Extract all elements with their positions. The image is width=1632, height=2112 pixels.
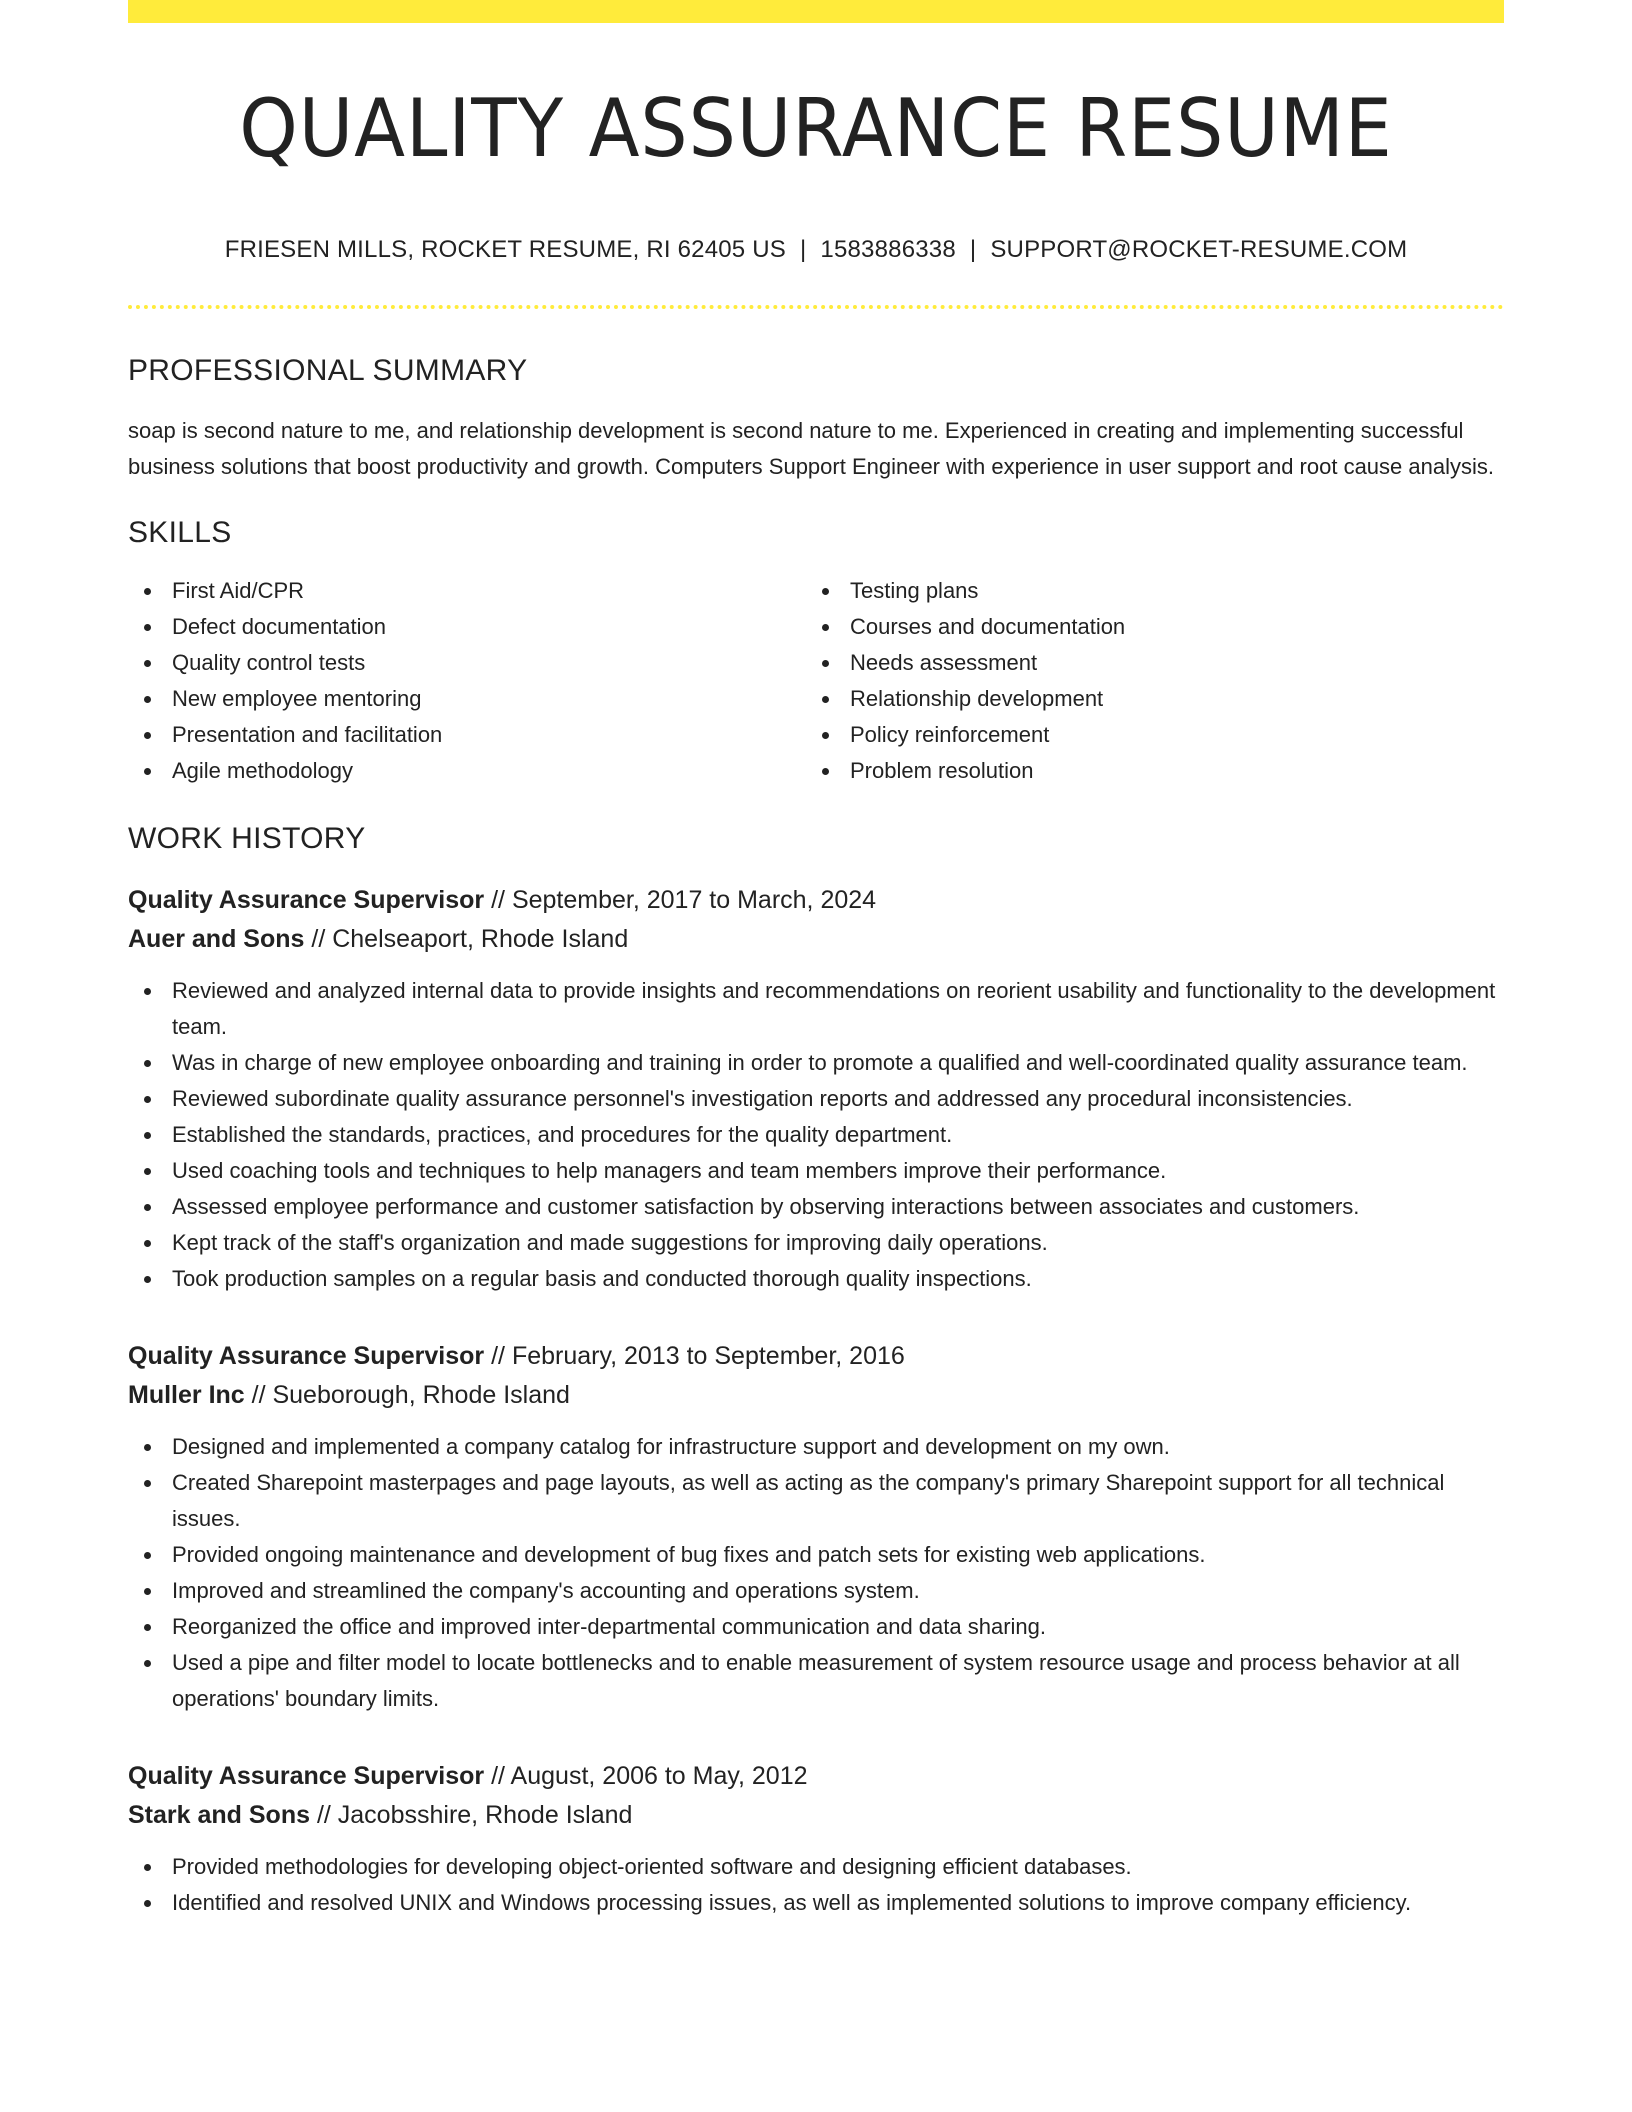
- job-bullet: Identified and resolved UNIX and Windows processing issues, as well as implemented solutions to improve company efficiency.: [128, 1885, 1504, 1921]
- job-bullet: Used coaching tools and techniques to help managers and team members improve their performance.: [128, 1153, 1504, 1189]
- summary-text: soap is second nature to me, and relationship development is second nature to me. Experienced in creating and implementing successful business solutions that boost productivity and growth. Computers Support Engineer with experience in user support and root cause analysis.: [128, 418, 1494, 479]
- job-bullet: Reorganized the office and improved inter-departmental communication and data sharing.: [128, 1609, 1504, 1645]
- job-bullet: Kept track of the staff's organization and made suggestions for improving daily operations.: [128, 1225, 1504, 1261]
- dotted-divider: [128, 305, 1504, 309]
- contact-email: SUPPORT@ROCKET-RESUME.COM: [990, 236, 1408, 263]
- job-bullet: Took production samples on a regular basis and conducted thorough quality inspections.: [128, 1261, 1504, 1297]
- job-location: // Chelseaport, Rhode Island: [304, 925, 629, 953]
- contact-address: FRIESEN MILLS, ROCKET RESUME, RI 62405 US: [224, 236, 786, 263]
- job-bullet: Reviewed and analyzed internal data to provide insights and recommendations on reorient usability and functionality to the development team.: [128, 973, 1504, 1045]
- skill-item: Agile methodology: [128, 753, 806, 789]
- contact-separator: |: [969, 236, 977, 263]
- top-accent-bar: [128, 0, 1504, 23]
- skills-heading: SKILLS: [128, 516, 232, 549]
- job-bullet: Established the standards, practices, and procedures for the quality department.: [128, 1117, 1504, 1153]
- skill-item: New employee mentoring: [128, 681, 806, 717]
- job-bullet: Reviewed subordinate quality assurance personnel's investigation reports and addressed any procedural inconsistencies.: [128, 1081, 1504, 1117]
- job-dates: // September, 2017 to March, 2024: [484, 886, 877, 914]
- work-history-heading: WORK HISTORY: [128, 822, 366, 855]
- skill-item: First Aid/CPR: [128, 573, 806, 609]
- skills-list-right: [806, 573, 1484, 789]
- contact-line: [128, 235, 1504, 265]
- skill-item: Quality control tests: [128, 645, 806, 681]
- skill-item: Courses and documentation: [806, 609, 1484, 645]
- skill-item: Testing plans: [806, 573, 1484, 609]
- job-company: Muller Inc: [128, 1381, 245, 1409]
- skill-item: Policy reinforcement: [806, 717, 1484, 753]
- skill-item: Needs assessment: [806, 645, 1484, 681]
- skills-list-left: [128, 573, 806, 789]
- job-company: Stark and Sons: [128, 1801, 310, 1829]
- job-role: Quality Assurance Supervisor: [128, 1762, 485, 1790]
- contact-phone: 1583886338: [820, 236, 956, 263]
- job-role-line: [128, 1757, 1504, 1796]
- job-bullets: [128, 1849, 1504, 1921]
- job-bullet: Provided ongoing maintenance and development of bug fixes and patch sets for existing web applications.: [128, 1537, 1504, 1573]
- job-role: Quality Assurance Supervisor: [128, 1342, 485, 1370]
- job-dates: // August, 2006 to May, 2012: [484, 1762, 808, 1790]
- job-role-line: [128, 881, 1504, 920]
- skill-item: Presentation and facilitation: [128, 717, 806, 753]
- job-bullet: Designed and implemented a company catalog for infrastructure support and development on my own.: [128, 1429, 1504, 1465]
- skill-item: Problem resolution: [806, 753, 1484, 789]
- contact-separator: |: [799, 236, 807, 263]
- skill-item: Relationship development: [806, 681, 1484, 717]
- job-bullet: Created Sharepoint masterpages and page layouts, as well as acting as the company's primary Sharepoint support for all technical issues.: [128, 1465, 1504, 1537]
- job-role-line: [128, 1337, 1504, 1376]
- job-bullet: Provided methodologies for developing object-oriented software and designing efficient databases.: [128, 1849, 1504, 1885]
- job-bullet: Was in charge of new employee onboarding and training in order to promote a qualified and well-coordinated quality assurance team.: [128, 1045, 1504, 1081]
- resume-title: QUALITY ASSURANCE RESUME: [239, 82, 1393, 175]
- skills-columns: [128, 573, 1504, 789]
- job-dates: // February, 2013 to September, 2016: [484, 1342, 905, 1370]
- job-entry: [128, 1757, 1504, 1921]
- job-entry: [128, 881, 1504, 1297]
- job-bullet: Improved and streamlined the company's accounting and operations system.: [128, 1573, 1504, 1609]
- summary-heading: PROFESSIONAL SUMMARY: [128, 354, 528, 387]
- job-company-line: [128, 1796, 1504, 1835]
- job-location: // Sueborough, Rhode Island: [244, 1381, 570, 1409]
- job-bullet: Assessed employee performance and customer satisfaction by observing interactions between associates and customers.: [128, 1189, 1504, 1225]
- job-bullet: Used a pipe and filter model to locate bottlenecks and to enable measurement of system resource usage and process behavior at all operations' boundary limits.: [128, 1645, 1504, 1717]
- job-company-line: [128, 920, 1504, 959]
- job-location: // Jacobsshire, Rhode Island: [310, 1801, 633, 1829]
- resume-page: [128, 0, 1504, 1921]
- job-bullets: [128, 973, 1504, 1297]
- job-role: Quality Assurance Supervisor: [128, 886, 485, 914]
- job-company-line: [128, 1376, 1504, 1415]
- job-bullets: [128, 1429, 1504, 1717]
- skill-item: Defect documentation: [128, 609, 806, 645]
- job-entry: [128, 1337, 1504, 1717]
- job-company: Auer and Sons: [128, 925, 305, 953]
